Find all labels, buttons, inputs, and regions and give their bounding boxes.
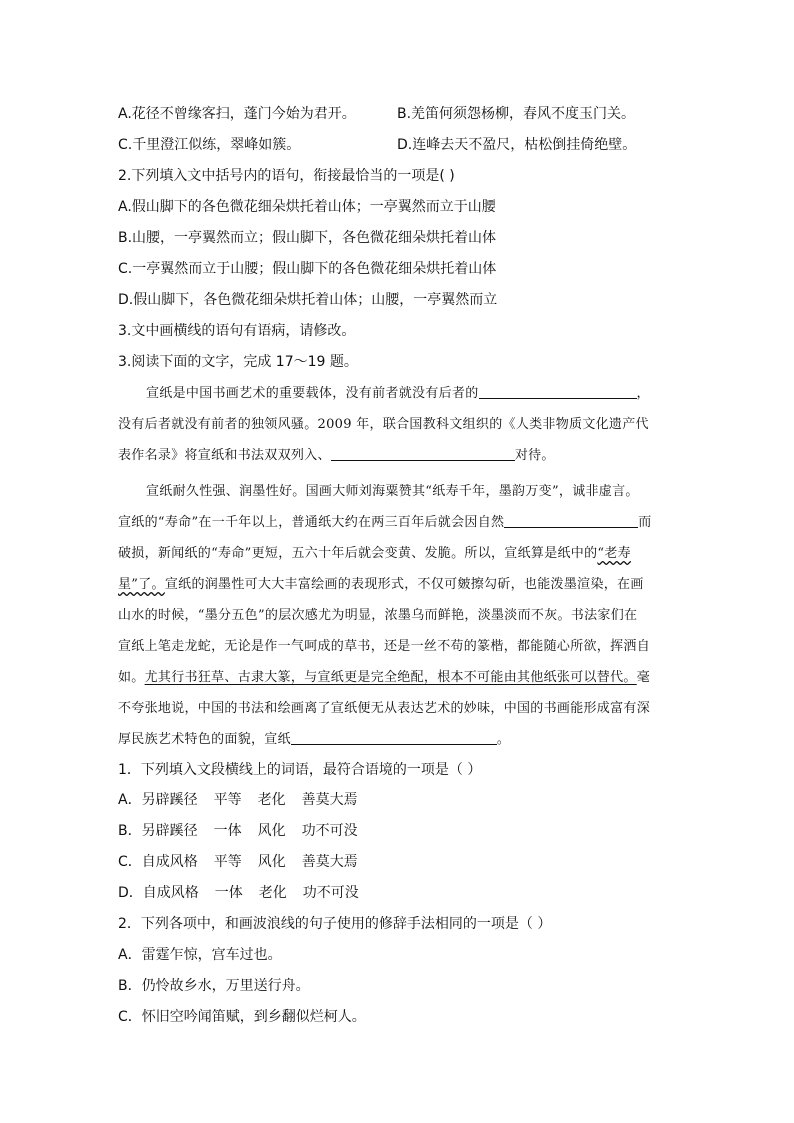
- passage-line: [118, 544, 631, 564]
- passage-text: 而: [638, 515, 652, 530]
- passage-text: 宣纸的润墨性可大大丰富绘画的表现形式，不仅可皴擦勾斫，也能泼墨渲染，在画: [164, 577, 644, 592]
- mc-question-2-option-b: B．仍怜故乡水，万里送行舟。: [118, 978, 310, 994]
- mc-question-1-option-a: [118, 790, 358, 810]
- mc-question-2-option-c: C．怀旧空吟闻笛赋，到乡翻似烂柯人。: [118, 1009, 366, 1025]
- question-2-option-b: B.山腰，一亭翼然而立；假山脚下，各色微花细朵烘托着山体: [118, 230, 497, 246]
- option-word: A．另辟蹊径: [118, 792, 198, 808]
- option-b: B.羌笛何须怨杨柳，春风不度玉门关。: [397, 106, 636, 122]
- passage-text: ，: [636, 386, 650, 401]
- mc-question-2-stem: 2．下列各项中，和画波浪线的句子使用的修辞手法相同的一项是（ ）: [118, 916, 552, 932]
- option-word: 功不可没: [301, 823, 358, 839]
- answer-blank: [479, 384, 637, 399]
- mc-question-1-option-b: [118, 821, 358, 841]
- passage-text: 对待。: [514, 448, 555, 463]
- passage-line: [118, 575, 644, 595]
- option-word: 善莫大焉: [301, 854, 358, 870]
- passage-text: 如。: [118, 670, 145, 685]
- option-word: 风化: [257, 854, 286, 870]
- answer-blank: [504, 513, 638, 528]
- option-word: 平等: [213, 854, 242, 870]
- passage-line: [146, 384, 650, 404]
- mc-question-1-option-c: [118, 852, 358, 872]
- option-d: D.连峰去天不盈尺，枯松倒挂倚绝壁。: [397, 137, 637, 153]
- question-3-stem: 3.文中画横线的语句有语病，请修改。: [118, 323, 356, 339]
- section-3-title: 3.阅读下面的文字，完成 17～19 题。: [118, 354, 358, 370]
- underlined-sentence: 尤其行书狂草、古隶大篆，与宣纸更是完全绝配，根本不可能由其他纸张可以替代。: [144, 670, 637, 685]
- option-a: A.花径不曾缘客扫，蓬门今始为君开。: [118, 106, 356, 122]
- option-word: 平等: [213, 792, 242, 808]
- passage-text: 。: [496, 732, 511, 747]
- passage-text: 破损，新闻纸的“寿命”更短，五六十年后就会变黄、发脆。所以，宣纸算是纸中的: [118, 546, 598, 561]
- option-word: 一体: [213, 823, 242, 839]
- mc-question-1-stem: 1．下列填入文段横线上的词语，最符合语境的一项是（ ）: [118, 762, 482, 778]
- question-2-option-d: D.假山脚下，各色微花细朵烘托着山体；山腰，一亭翼然而立: [118, 292, 498, 308]
- option-word: 一体: [214, 885, 243, 901]
- option-word: 老化: [258, 885, 287, 901]
- passage-line: [118, 668, 650, 688]
- passage-line: [118, 730, 510, 750]
- passage-text: 宣纸的“寿命”在一千年以上，普通纸大约在两三百年后就会因自然: [118, 515, 505, 530]
- option-word: 老化: [257, 792, 286, 808]
- option-word: 善莫大焉: [301, 792, 358, 808]
- mc-question-2-option-a: A．雷霆乍惊，宫车过也。: [118, 947, 282, 963]
- option-c: C.千里澄江似练，翠峰如簇。: [118, 137, 301, 153]
- option-word: 风化: [257, 823, 286, 839]
- question-2-option-c: C.一亭翼然而立于山腰；假山脚下的各色微花细朵烘托着山体: [118, 261, 497, 277]
- passage-text: 表作名录》将宣纸和书法双双列入、: [118, 448, 331, 463]
- option-word: C．自成风格: [118, 854, 198, 870]
- mc-question-1-option-d: [118, 883, 359, 903]
- question-2-stem: 2.下列填入文中括号内的语句，衔接最恰当的一项是( ): [118, 168, 455, 184]
- passage-line: 宣纸耐久性强、润墨性好。国画大师刘海粟赞其“纸寿千年，墨韵万变”，诚非虚言。: [146, 484, 639, 499]
- passage-text: 毫: [636, 670, 651, 685]
- passage-line: [118, 513, 652, 533]
- wavy-sentence: 星”了。: [118, 577, 165, 592]
- passage-line: 不夸张地说，中国的书法和绘画离了宣纸便无从表达艺术的妙味，中国的书画能形成富有深: [118, 701, 651, 716]
- passage-line: [118, 446, 555, 466]
- passage-line: 没有后者就没有前者的独领风骚。2009 年，联合国教科文组织的《人类非物质文化遗产代: [118, 417, 649, 432]
- answer-blank: [331, 446, 515, 461]
- question-2-option-a: A.假山脚下的各色微花细朵烘托着山体；一亭翼然而立于山腰: [118, 199, 496, 215]
- wavy-sentence: “老寿: [597, 546, 631, 561]
- answer-blank: [291, 730, 497, 745]
- passage-line: 宣纸上笔走龙蛇，无论是作一气呵成的草书，还是一丝不苟的篆楷，都能随心所欲，挥洒自: [118, 639, 651, 654]
- option-word: B．另辟蹊径: [118, 823, 198, 839]
- passage-text: 厚民族艺术特色的面貌，宣纸: [118, 732, 291, 747]
- option-word: D．自成风格: [118, 885, 199, 901]
- passage-text: 宣纸是中国书画艺术的重要载体，没有前者就没有后者的: [146, 386, 479, 401]
- passage-line: 山水的时候，“墨分五色”的层次感尤为明显，浓墨乌而鲜艳，淡墨淡而不灰。书法家们在: [118, 608, 638, 623]
- option-word: 功不可没: [302, 885, 359, 901]
